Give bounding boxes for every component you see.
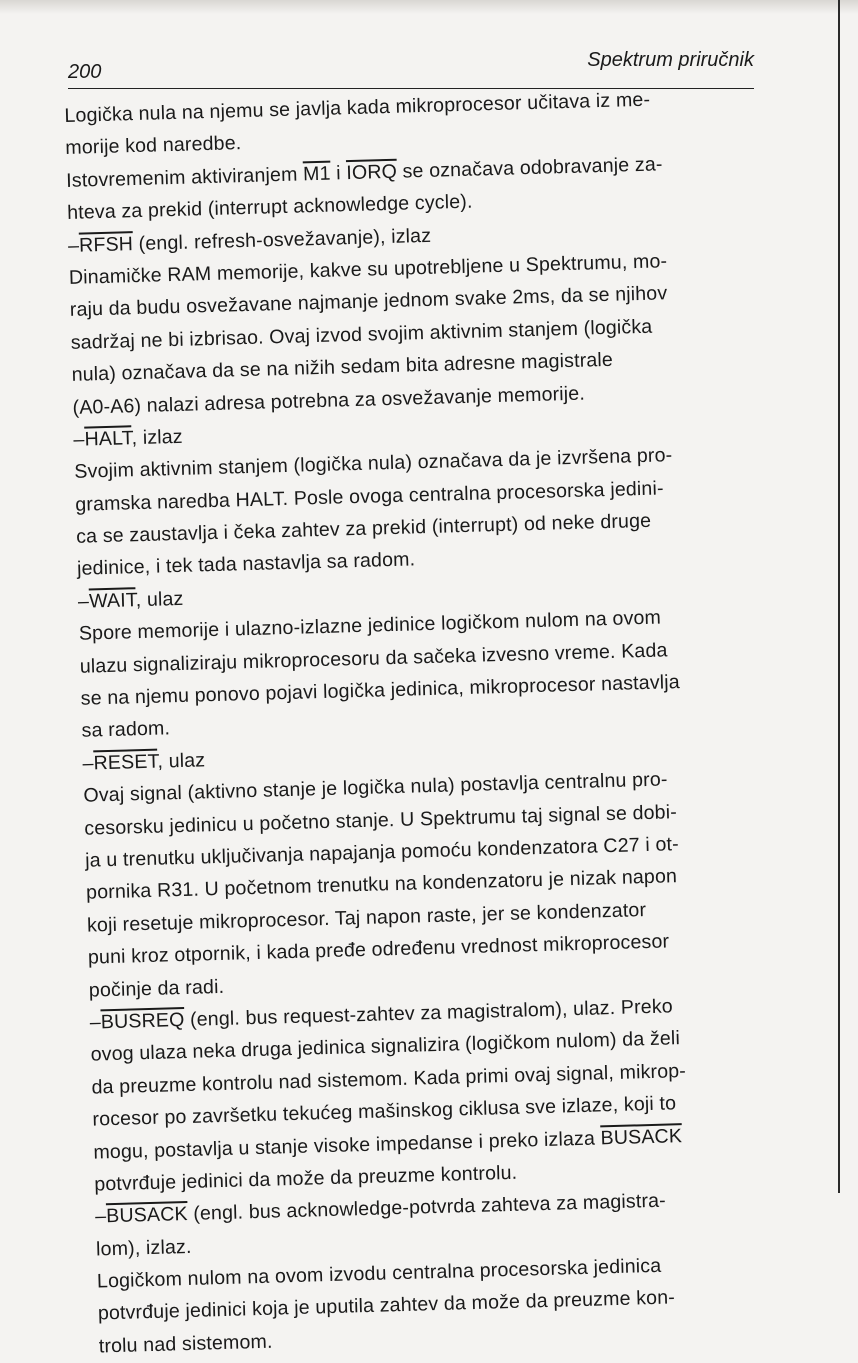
text-segment: ca se zaustavlja i čeka zahtev za prekid (interrupt) od neke druge <box>75 509 652 548</box>
text-segment: lom), izlaz. <box>95 1235 192 1261</box>
text-segment: – <box>73 428 85 451</box>
signal-name: WAIT <box>88 589 137 613</box>
text-segment: , ulaz <box>135 587 184 612</box>
signal-name: RFSH <box>78 232 134 257</box>
text-segment: – <box>89 1011 102 1034</box>
text-segment: Ovaj signal (aktivno stanje je logička nula) postavlja centralnu pro- <box>83 768 668 807</box>
text-segment: se označava odobravanje za- <box>396 153 663 183</box>
text-segment: puni kroz otpornik, i kada pređe određenu vrednost mikroprocesor <box>87 930 670 969</box>
text-segment: morije kod naredbe. <box>65 132 242 160</box>
signal-name: BUSREQ <box>100 1008 185 1034</box>
signal-name: BUSACK <box>600 1124 683 1149</box>
text-segment: (A0-A6) nalazi adresa potrebna za osvežavanje memorije. <box>72 382 586 419</box>
text-segment: – <box>82 752 94 775</box>
body-text <box>64 80 809 1363</box>
text-segment: potvrđuje jedinici da može da preuzme kontrolu. <box>93 1161 518 1196</box>
text-segment: potvrđuje jedinici koja je uputila zahtev da može da preuzme kon- <box>97 1286 676 1325</box>
text-segment: sadržaj ne bi izbrisao. Ovaj izvod svojim aktivnim stanjem (logička <box>70 315 653 354</box>
text-segment: Istovremenim aktiviranjem <box>65 163 304 192</box>
running-title: Spektrum priručnik <box>587 49 754 71</box>
text-segment: ja u trenutku uključivanja napajanja pomoću kondenzatora C27 i ot- <box>84 833 680 872</box>
text-segment: , ulaz <box>157 749 206 773</box>
text-segment: koji resetuje mikroprocesor. Taj napon raste, jer se kondenzator <box>86 898 647 937</box>
text-segment: rocesor po završetku tekućeg mašinskog ciklusa sve izlaze, koji to <box>92 1092 677 1131</box>
signal-name: HALT <box>84 427 132 451</box>
text-segment: (engl. refresh-osvežavanje), izlaz <box>132 224 432 255</box>
text-segment: ulazu signaliziraju mikroprocesoru da sačeka izvesno vreme. Kada <box>79 639 668 678</box>
text-segment: – <box>94 1205 107 1228</box>
text-segment: ovog ulaza neka druga jedinica signalizira (logičkom nulom) da želi <box>90 1027 681 1066</box>
text-segment: Svojim aktivnim stanjem (logička nula) označava da je izvršena pro- <box>74 444 673 484</box>
text-segment: i <box>330 161 347 185</box>
scan-top-shadow <box>0 0 858 14</box>
text-segment: se na njemu ponovo pojavi logička jedinica, mikroprocesor nastavlja <box>80 671 681 710</box>
text-segment: (engl. bus request-zahtev za magistralom), ulaz. Preko <box>184 995 674 1031</box>
text-segment: hteva za prekid (interrupt acknowledge cycle). <box>66 190 473 225</box>
page-number: 200 <box>68 61 102 83</box>
text-segment: sa radom. <box>81 717 171 743</box>
text-segment: Logička nula na njemu se javlja kada mikroprocesor učitava iz me- <box>64 88 651 127</box>
text-segment: , izlaz <box>131 425 184 450</box>
text-segment: nula) označava da se na nižih sedam bita adresne magistrale <box>71 348 614 387</box>
text-segment: Logičkom nulom na ovom izvodu centralna procesorska jedinica <box>96 1254 662 1293</box>
text-segment: Dinamičke RAM memorije, kakve su upotrebljene u Spektrumu, mo- <box>68 250 668 289</box>
text-segment: – <box>67 234 80 257</box>
text-segment: jedinice, i tek tada nastavlja sa radom. <box>76 548 416 581</box>
text-segment: pornika R31. U početnom trenutku na kondenzatoru je nizak napon <box>85 865 678 905</box>
text-segment: cesorsku jedinicu u početno stanje. U Spektrumu taj signal se dobi- <box>84 800 678 840</box>
text-segment: da preuzme kontrolu nad sistemom. Kada primi ovaj signal, mikrop- <box>91 1059 687 1099</box>
signal-name: BUSACK <box>105 1203 189 1228</box>
text-segment: Spore memorije i ulazno-izlazne jedinice logičkom nulom na ovom <box>78 606 662 646</box>
scan-page-edge <box>838 0 840 1193</box>
text-segment: – <box>77 590 90 613</box>
page-header <box>68 44 754 89</box>
text-segment: trolu nad sistemom. <box>98 1330 273 1358</box>
text-segment: raju da budu osvežavane najmanje jednom svake 2ms, da se njihov <box>69 282 668 322</box>
signal-name: M1 <box>302 162 331 186</box>
text-segment: počinje da radi. <box>88 975 225 1002</box>
text-segment: mogu, postavlja u stanje visoke impedanse i preko izlaza <box>93 1126 601 1164</box>
signal-name: RESET <box>93 750 158 775</box>
signal-name: IORQ <box>345 160 398 184</box>
text-segment: gramska naredba HALT. Posle ovoga centralna procesorska jedini- <box>74 477 664 516</box>
text-segment: (engl. bus acknowledge-potvrda zahteva za magistra- <box>187 1189 667 1226</box>
